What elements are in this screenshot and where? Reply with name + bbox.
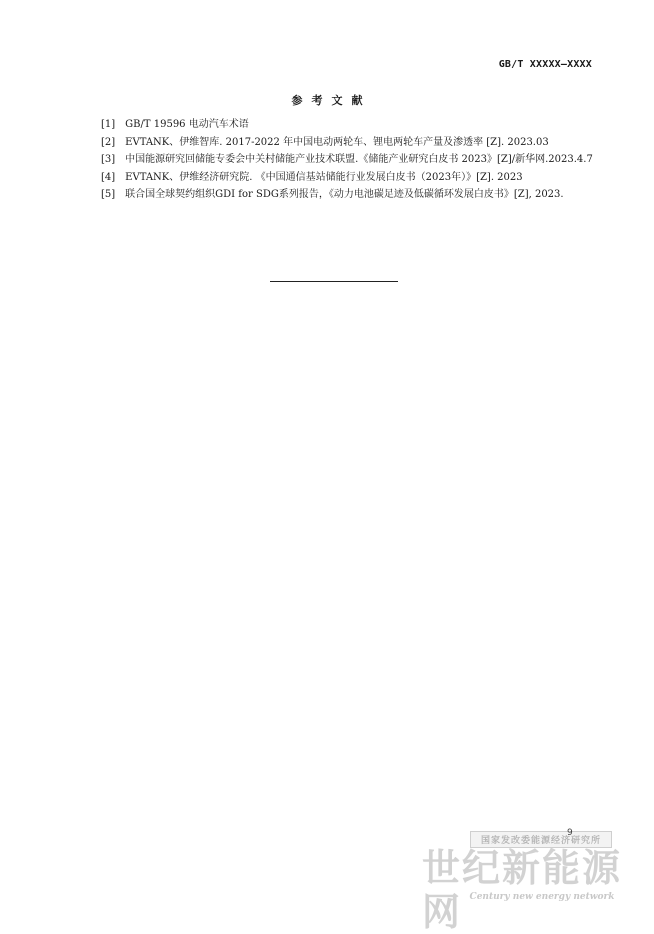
reference-number: [2]: [101, 136, 116, 148]
reference-number: [3]: [101, 154, 116, 165]
reference-text: 联合国全球契约组织GDI for SDG系列报告，《动力电池碳足迹及低碳循环发展白皮书》[Z], 2023.: [125, 189, 564, 200]
watermark-logo: 世纪新能源网: [422, 845, 623, 934]
end-divider: [270, 281, 398, 282]
reference-list: [76, 116, 596, 204]
reference-number: [5]: [101, 189, 116, 200]
reference-item: [76, 151, 596, 169]
reference-item: [76, 186, 596, 204]
reference-number: [1]: [101, 119, 116, 130]
reference-text: GB/T 19596 电动汽车术语: [125, 119, 249, 130]
reference-text: EVTANK、伊维经济研究院. 《中国通信基站储能行业发展白皮书（2023年）》[Z]. 2023: [125, 171, 523, 183]
reference-text: 中国能源研究回储能专委会中关村储能产业技术联盟.《储能产业研究白皮书 2023》[Z]/新华网.2023.4.7: [125, 154, 593, 165]
reference-item: [76, 134, 596, 152]
reference-item: [76, 169, 596, 187]
reference-text: EVTANK、伊维智库. 2017-2022 年中国电动两轮车、锂电两轮车产量及渗透率 [Z]. 2023.03: [125, 136, 549, 148]
section-title: 参考文献: [291, 94, 372, 107]
reference-number: [4]: [101, 171, 116, 183]
reference-item: [76, 116, 596, 134]
watermark-box: 国家发改委能源经济研究所: [470, 831, 612, 848]
watermark-subtitle: Century new energy network: [469, 892, 615, 902]
page-number: 9: [567, 828, 573, 838]
standard-code: GB/T XXXXX—XXXX: [498, 59, 592, 70]
